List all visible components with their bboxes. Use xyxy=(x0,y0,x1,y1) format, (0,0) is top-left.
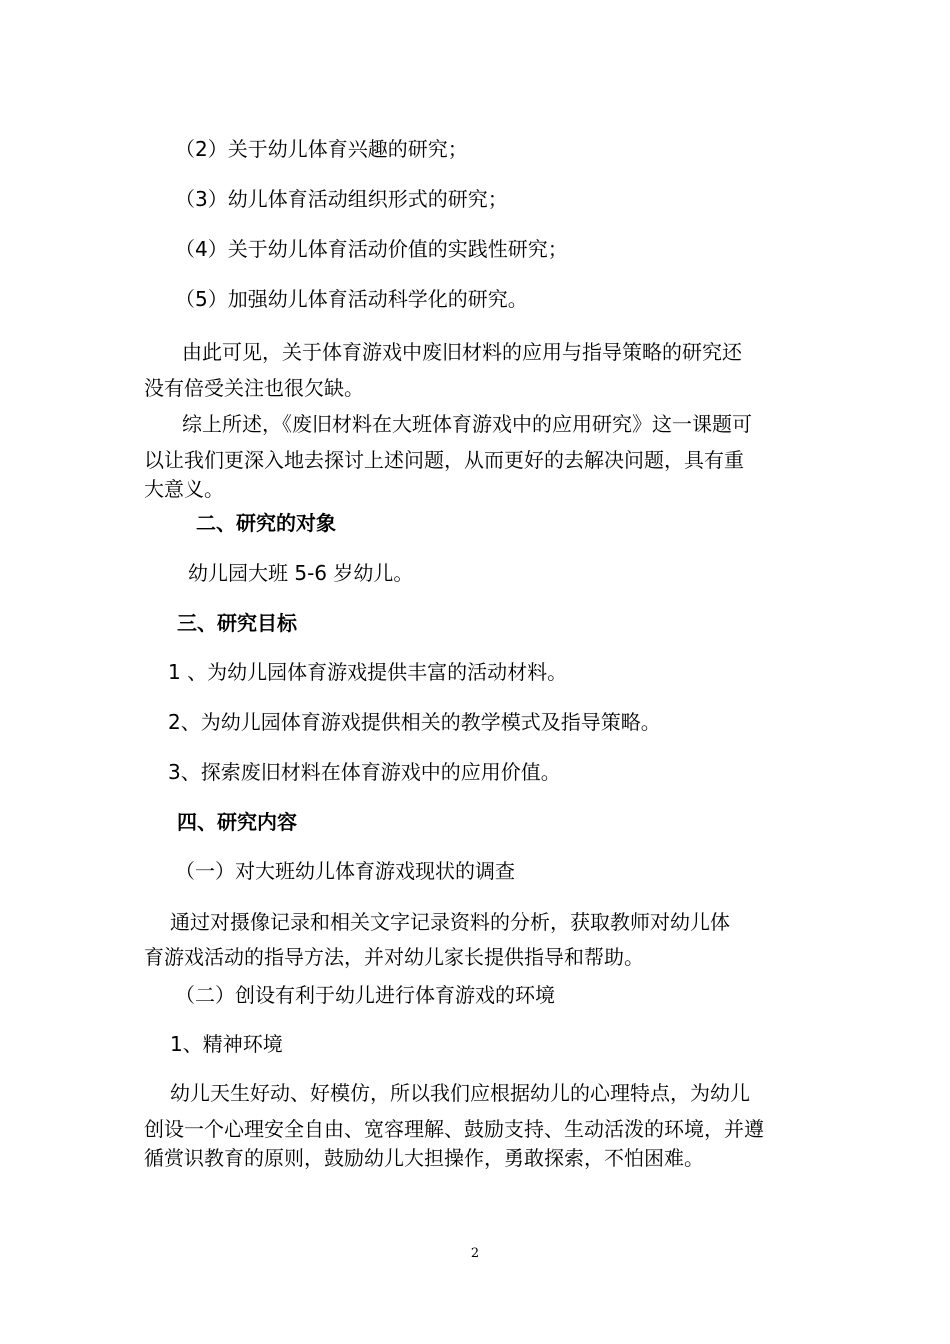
subheading: （一）对大班幼儿体育游戏现状的调查 xyxy=(175,859,515,883)
list-item: （2）关于幼儿体育兴趣的研究； xyxy=(175,137,468,161)
paragraph-line: 综上所述，《废旧材料在大班体育游戏中的应用研究》这一课题可 xyxy=(182,412,752,436)
section-heading: 四、研究内容 xyxy=(177,810,297,834)
paragraph-line: 大意义。 xyxy=(144,477,224,501)
list-item: 1 、为幼儿园体育游戏提供丰富的活动材料。 xyxy=(168,660,568,684)
paragraph-line: 没有倍受关注也很欠缺。 xyxy=(144,376,364,400)
list-item: 3、探索废旧材料在体育游戏中的应用价值。 xyxy=(168,760,561,784)
list-item: （3）幼儿体育活动组织形式的研究； xyxy=(175,187,508,211)
page-number: 2 xyxy=(470,1246,480,1261)
paragraph-line: 以让我们更深入地去探讨上述问题，从而更好的去解决问题，具有重 xyxy=(144,448,744,472)
list-item: （5）加强幼儿体育活动科学化的研究。 xyxy=(175,287,528,311)
list-item: 1、精神环境 xyxy=(170,1032,283,1056)
paragraph-line: 通过对摄像记录和相关文字记录资料的分析，获取教师对幼儿体 xyxy=(170,910,730,934)
paragraph-line: 幼儿园大班 5-6 岁幼儿。 xyxy=(188,561,414,585)
paragraph-line: 育游戏活动的指导方法，并对幼儿家长提供指导和帮助。 xyxy=(144,945,644,969)
paragraph-line: 循赏识教育的原则，鼓励幼儿大担操作，勇敢探索，不怕困难。 xyxy=(144,1146,704,1170)
paragraph-line: 创设一个心理安全自由、宽容理解、鼓励支持、生动活泼的环境，并遵 xyxy=(144,1117,764,1141)
subheading: （二）创设有利于幼儿进行体育游戏的环境 xyxy=(175,983,555,1007)
section-heading: 二、研究的对象 xyxy=(196,511,336,535)
list-item: 2、为幼儿园体育游戏提供相关的教学模式及指导策略。 xyxy=(168,710,661,734)
paragraph-line: 由此可见，关于体育游戏中废旧材料的应用与指导策略的研究还 xyxy=(182,340,742,364)
list-item: （4）关于幼儿体育活动价值的实践性研究； xyxy=(175,237,568,261)
paragraph-line: 幼儿天生好动、好模仿，所以我们应根据幼儿的心理特点，为幼儿 xyxy=(170,1081,750,1105)
section-heading: 三、研究目标 xyxy=(177,611,297,635)
